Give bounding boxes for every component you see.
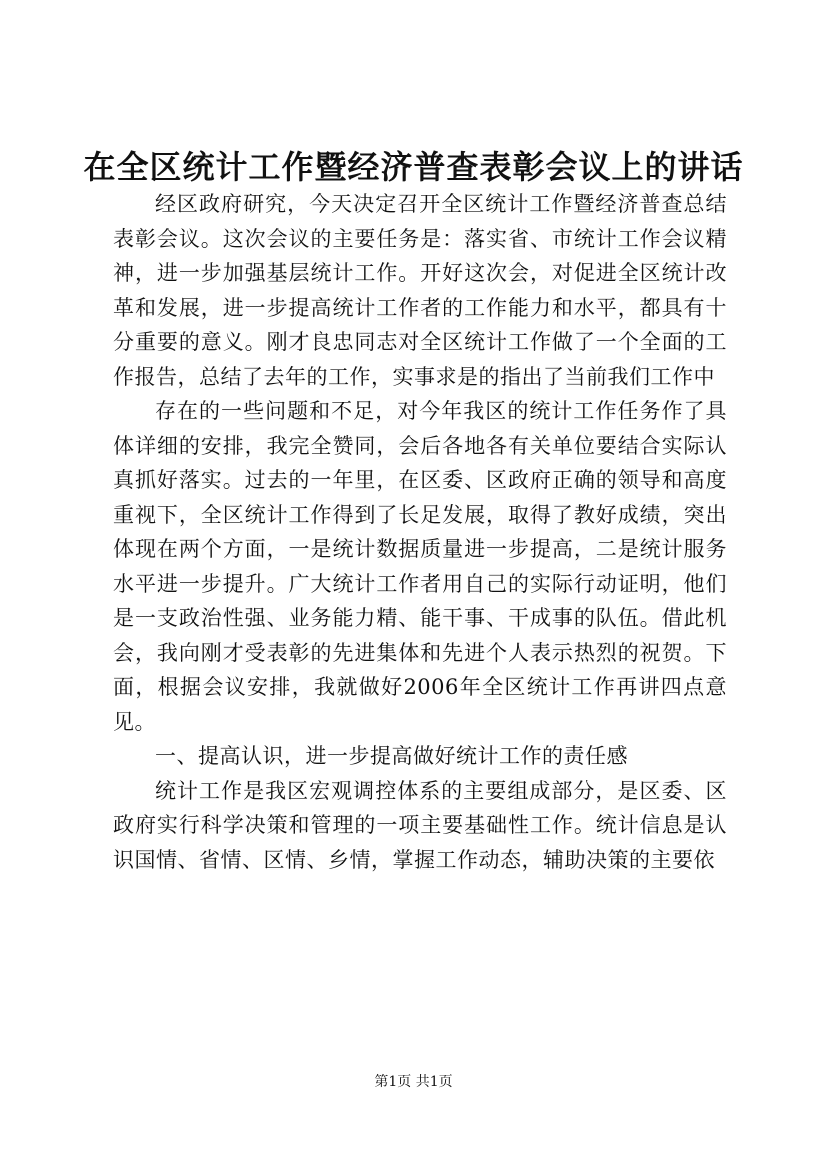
document-body [113, 187, 727, 877]
document-title: 在全区统计工作暨经济普查表彰会议上的讲话 [83, 148, 744, 186]
page-footer: 第1页 共1页 [374, 1074, 453, 1090]
paragraph-3: 统计工作是我区宏观调控体系的主要组成部分，是区委、区政府实行科学决策和管理的一项主要基础性工作。统计信息是认识国情、省情、区情、乡情，掌握工作动态，辅助决策的主要依 [113, 778, 727, 872]
paragraph-1: 经区政府研究，今天决定召开全区统计工作暨经济普查总结表彰会议。这次会议的主要任务是：落实省、市统计工作会议精神，进一步加强基层统计工作。开好这次会，对促进全区统计改革和发展，进一步提高统计工作者的工作能力和水平，都具有十分重要的意义。刚才良忠同志对全区统计工作做了一个全面的工作报告，总结了去年的工作，实事求是的指出了当前我们工作中 [113, 192, 727, 389]
paragraph-2: 存在的一些问题和不足，对今年我区的统计工作任务作了具体详细的安排，我完全赞同，会后各地各有关单位要结合实际认真抓好落实。过去的一年里，在区委、区政府正确的领导和高度重视下，全区统计工作得到了长足发展，取得了教好成绩，突出体现在两个方面，一是统计数据质量进一步提高，二是统计服务水平进一步提升。广大统计工作者用自己的实际行动证明，他们是一支政治性强、业务能力精、能干事、干成事的队伍。借此机会，我向刚才受表彰的先进集体和先进个人表示热烈的祝贺。下面，根据会议安排，我就做好2006年全区统计工作再讲四点意见。 [113, 399, 727, 734]
section-heading-1: 一、提高认识，进一步提高做好统计工作的责任感 [155, 744, 628, 768]
